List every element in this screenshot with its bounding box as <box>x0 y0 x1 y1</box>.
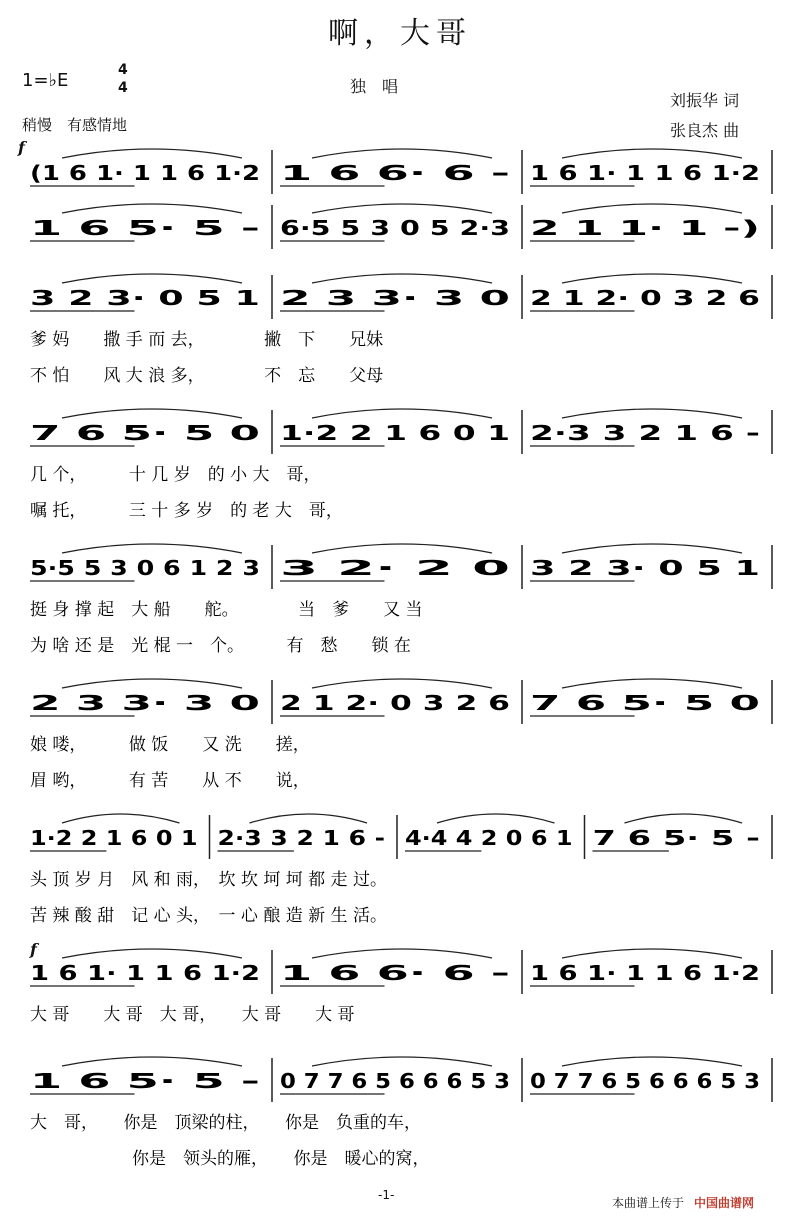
measure-notes: 2·3 3 2 1 6 - <box>530 421 760 445</box>
slur <box>562 149 742 158</box>
lyrics-verse-2: 苦 辣 酸 甜 记 心 头， 一 心 酿 造 新 生 活。 <box>30 906 387 926</box>
song-title: 啊，大哥 <box>328 16 472 51</box>
measure-notes: 2 3 3· 3 0 <box>280 286 510 310</box>
measure-notes: 1 6 6· 6 - <box>280 961 510 985</box>
measure-notes: 7 6 5· 5 0 <box>530 691 760 715</box>
key-signature: 1=♭E <box>22 70 69 91</box>
lyrics-verse-1: 几 个， 十 几 岁 的 小 大 哥， <box>30 465 321 485</box>
system-5 <box>30 544 772 656</box>
page-number: -1- <box>378 1188 395 1202</box>
slur <box>562 204 742 213</box>
lyrics-verse-2: 为 啥 还 是 光 棍 一 个。 有 愁 锁 在 <box>30 636 411 656</box>
lyrics-verse-2: 你是 领头的雁， 你是 暖心的窝， <box>30 1149 430 1169</box>
slur <box>62 204 242 213</box>
slur <box>562 274 742 283</box>
slur <box>312 1057 492 1066</box>
lyrics-verse-2: 嘱 托， 三 十 多 岁 的 老 大 哥， <box>30 501 343 521</box>
lyrics-verse-1: 挺 身 撑 起 大 船 舵。 当 爹 又 当 <box>30 600 423 620</box>
measure-notes: 2 1 2· 0 3 2 6 <box>530 286 760 310</box>
site-logo: 中国曲谱网 <box>694 1196 755 1210</box>
slur <box>250 814 368 823</box>
measure-notes: 1 6 6· 6 - <box>280 161 510 185</box>
system-6 <box>30 679 772 791</box>
slur <box>312 544 492 553</box>
upload-note: 本曲谱上传于 <box>612 1196 685 1210</box>
system-1 <box>30 149 772 194</box>
slur <box>62 814 180 823</box>
slur <box>312 679 492 688</box>
performance-mode: 独 唱 <box>350 77 399 96</box>
lyricist-credit: 刘振华 词 <box>670 91 740 110</box>
measure-notes: 5·5 5 3 0 6 1 2 3 <box>30 556 260 580</box>
measure-notes: (1 6 1· 1 1 6 1·2 <box>30 161 260 185</box>
slur <box>562 409 742 418</box>
composer-credit: 张良杰 曲 <box>670 121 740 140</box>
system-8 <box>30 949 772 1025</box>
measure-notes: 0 7 7 6 5 6 6 6 5 3 <box>280 1069 510 1093</box>
slur <box>562 679 742 688</box>
time-signature-bottom: 4 <box>118 80 128 96</box>
system-7 <box>30 814 772 926</box>
measure-notes: 1 6 1· 1 1 6 1·2 <box>530 161 760 185</box>
measure-notes: 7 6 5· 5 0 <box>30 421 260 445</box>
lyrics-verse-1: 大 哥 大 哥 大 哥， 大 哥 大 哥 <box>30 1005 355 1025</box>
slur <box>562 1057 742 1066</box>
tempo-marking: 稍慢 有感情地 <box>22 116 128 134</box>
slur <box>437 814 555 823</box>
measure-notes: 1 6 5· 5 - <box>30 1069 260 1093</box>
slur <box>562 544 742 553</box>
lyrics-verse-1: 爹 妈 撒 手 而 去， 撇 下 兄妹 <box>30 330 384 350</box>
measure-notes: 6·5 5 3 0 5 2·3 <box>280 216 510 240</box>
slur <box>312 204 492 213</box>
lyrics-verse-1: 大 哥， 你是 顶梁的柱， 你是 负重的车， <box>30 1113 421 1133</box>
measure-notes: 0 7 7 6 5 6 6 6 5 3 <box>530 1069 760 1093</box>
measure-notes: 1 6 1· 1 1 6 1·2 <box>30 961 260 985</box>
lyrics-verse-1: 头 顶 岁 月 风 和 雨， 坎 坎 坷 坷 都 走 过。 <box>30 870 387 890</box>
slur <box>62 409 242 418</box>
dynamic-forte-2: f <box>30 940 37 959</box>
measure-notes: 2·3 3 2 1 6 - <box>217 826 385 850</box>
dynamic-forte-1: f <box>18 138 25 157</box>
slur <box>312 149 492 158</box>
lyrics-verse-2: 不 怕 风 大 浪 多， 不 忘 父母 <box>30 366 384 386</box>
measure-notes: 3 2 3· 0 5 1 <box>530 556 760 580</box>
slur <box>312 409 492 418</box>
slur <box>562 949 742 958</box>
measure-notes: 3 2 3· 0 5 1 <box>30 286 260 310</box>
measure-notes: 1·2 2 1 6 0 1 <box>280 421 510 445</box>
measure-notes: 2 1 2· 0 3 2 6 <box>280 691 510 715</box>
slur <box>62 1057 242 1066</box>
score-systems <box>30 149 772 1169</box>
slur <box>62 544 242 553</box>
slur <box>62 949 242 958</box>
system-9 <box>30 1057 772 1169</box>
lyrics-verse-1: 娘 喽， 做 饭 又 洗 搓， <box>30 735 310 755</box>
measure-notes: 1 6 5· 5 - <box>30 216 260 240</box>
slur <box>62 149 242 158</box>
measure-notes: 1·2 2 1 6 0 1 <box>30 826 198 850</box>
system-2 <box>30 204 772 249</box>
time-signature-top: 4 <box>118 62 128 78</box>
slur <box>312 949 492 958</box>
system-3 <box>30 274 772 386</box>
slur <box>625 814 743 823</box>
measure-notes: 2 1 1· 1 -) <box>530 216 760 240</box>
slur <box>62 679 242 688</box>
measure-notes: 4·4 4 2 0 6 1 <box>405 826 573 850</box>
measure-notes: 3 2· 2 0 <box>280 556 510 580</box>
system-4 <box>30 409 772 521</box>
lyrics-verse-2: 眉 哟， 有 苦 从 不 说， <box>30 771 310 791</box>
measure-notes: 1 6 1· 1 1 6 1·2 <box>530 961 760 985</box>
slur <box>312 274 492 283</box>
measure-notes: 7 6 5· 5 - <box>592 826 760 850</box>
slur <box>62 274 242 283</box>
measure-notes: 2 3 3· 3 0 <box>30 691 260 715</box>
